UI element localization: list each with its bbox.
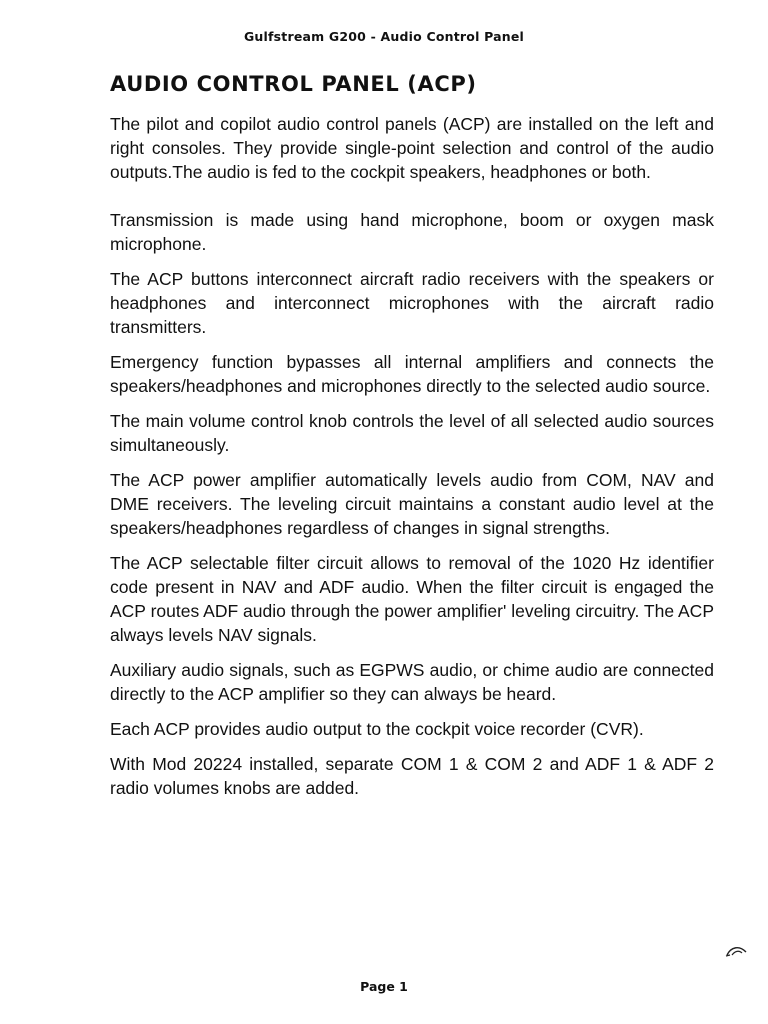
paragraph-emergency-function: Emergency function bypasses all internal amplifiers and connects the speakers/headphones and microphones directly to the selected audio source. — [110, 352, 714, 396]
paragraph-filter-circuit: The ACP selectable filter circuit allows to removal of the 1020 Hz identifier code present in NAV and ADF audio. When the filter circuit is engaged the ACP routes ADF audio through the power amplifier' leveling circuitry. The ACP always levels NAV signals. — [110, 553, 714, 645]
paragraph-auxiliary-audio: Auxiliary audio signals, such as EGPWS audio, or chime audio are connected directly to the ACP amplifier so they can always be heard. — [110, 660, 714, 704]
page-curl-icon — [724, 940, 750, 962]
running-header: Gulfstream G200 - Audio Control Panel — [243, 29, 525, 44]
paragraph-volume-knob: The main volume control knob controls the level of all selected audio sources simultaneously. — [110, 411, 714, 455]
page-title: AUDIO CONTROL PANEL (ACP) — [110, 72, 477, 96]
document-body — [110, 70, 714, 811]
page-number: Page 1 — [360, 979, 408, 994]
paragraph-acp-overview: The pilot and copilot audio control panels (ACP) are installed on the left and right consoles. They provide single-point selection and control of the audio outputs.The audio is fed to the cockpit speakers, headphones or both. — [110, 114, 714, 182]
paragraph-mod-20224: With Mod 20224 installed, separate COM 1 & COM 2 and ADF 1 & ADF 2 radio volumes knobs are added. — [110, 754, 714, 798]
paragraph-acp-buttons: The ACP buttons interconnect aircraft radio receivers with the speakers or headphones and interconnect microphones with the aircraft radio transmitters. — [110, 269, 714, 337]
paragraph-power-amplifier: The ACP power amplifier automatically levels audio from COM, NAV and DME receivers. The leveling circuit maintains a constant audio level at the speakers/headphones regardless of changes in signal strengths. — [110, 470, 714, 538]
paragraph-cvr-output: Each ACP provides audio output to the cockpit voice recorder (CVR). — [110, 719, 644, 739]
paragraph-transmission: Transmission is made using hand microphone, boom or oxygen mask microphone. — [110, 210, 714, 254]
